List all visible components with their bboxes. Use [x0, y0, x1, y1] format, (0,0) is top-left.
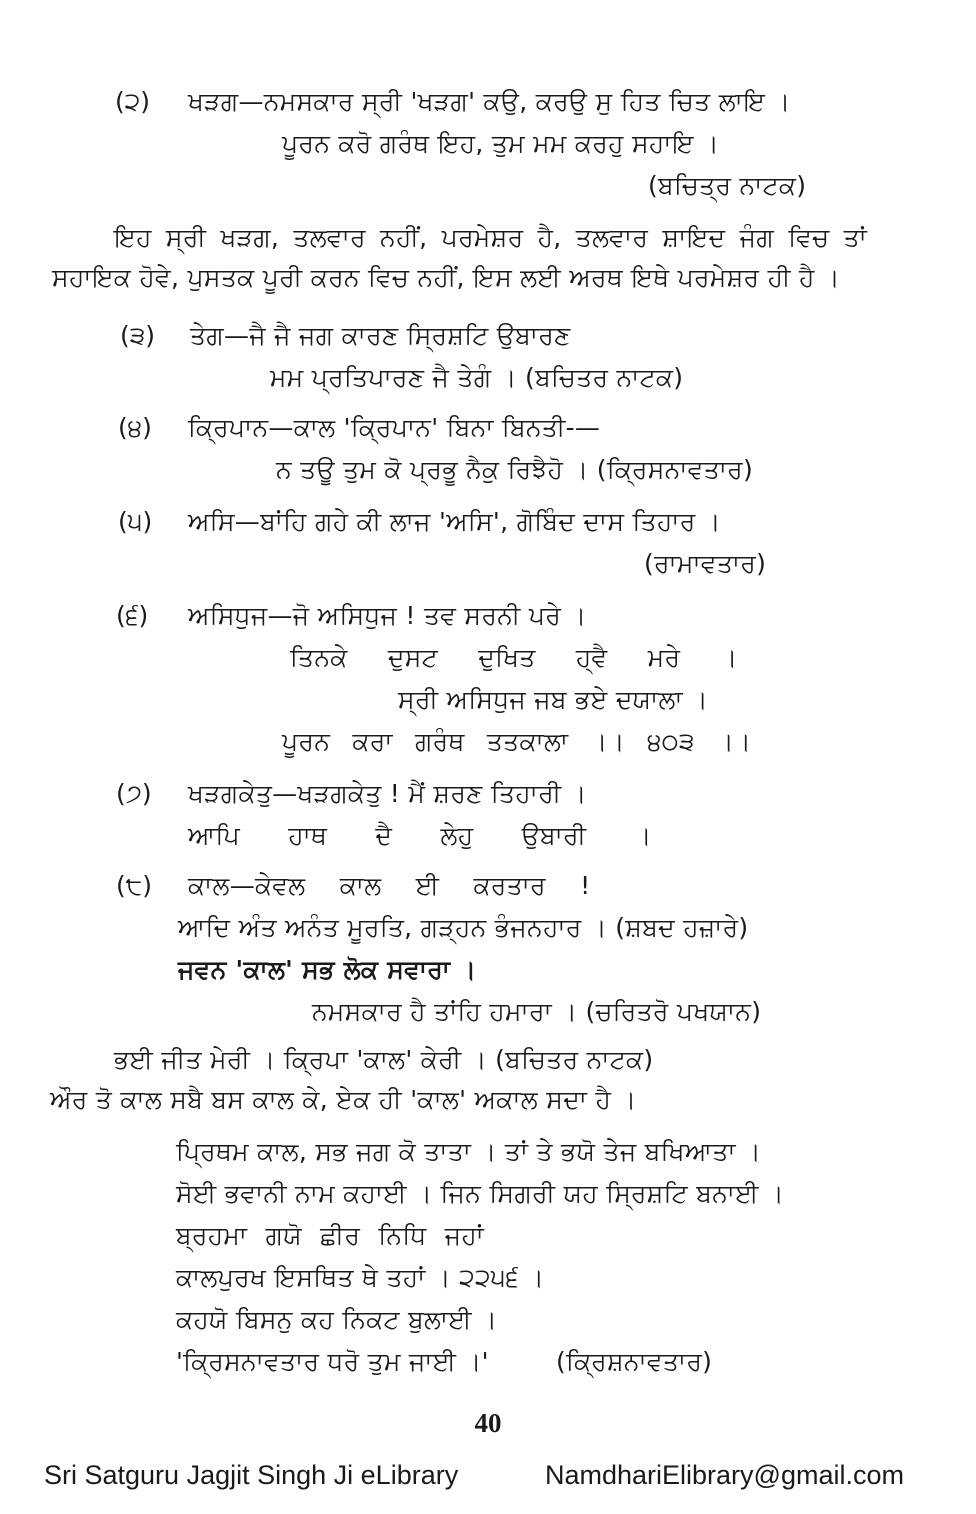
- section-6-line-1: ਅਸਿਧੁਜ—ਜੋ ਅਸਿਧੁਜ ! ਤਵ ਸਰਨੀ ਪਰੇ ।: [188, 601, 587, 630]
- section-8-line-4: ਨਮਸਕਾਰ ਹੈ ਤਾਂਹਿ ਹਮਾਰਾ । (ਚਰਿਤਰੋ ਪਖਯਾਨ): [312, 997, 762, 1026]
- paragraph-2-line-1: ਭਈ ਜੀਤ ਮੇਰੀ । ਕ੍ਰਿਪਾ 'ਕਾਲ' ਕੇਰੀ । (ਬਚਿਤਰ ਨਾਟਕ): [114, 1045, 654, 1074]
- section-4-line-1: ਕ੍ਰਿਪਾਨ—ਕਾਲ 'ਕ੍ਰਿਪਾਨ' ਬਿਨਾ ਬਿਨਤੀ-—: [188, 413, 601, 442]
- verse-line-4: ਕਾਲਪੁਰਖ ਇਸਥਿਤ ਥੇ ਤਹਾਂ । ੨੨੫੬ ।: [176, 1263, 545, 1292]
- section-4-number: (੪): [118, 413, 152, 442]
- section-3-number: (੩): [120, 321, 156, 350]
- section-3-line-1: ਤੇਗ—ਜੈ ਜੈ ਜਗ ਕਾਰਣ ਸ੍ਰਿਸ਼ਟਿ ਉਬਾਰਣ: [190, 321, 571, 350]
- section-6-line-2: ਤਿਨਕੇ ਦੁਸਟ ਦੁਖਿਤ ਹ੍ਵੈ ਮਰੇ ।: [290, 643, 738, 672]
- section-2-line-2: ਪੂਰਨ ਕਰੋ ਗਰੰਥ ਇਹ, ਤੁਮ ਮਮ ਕਰਹੁ ਸਹਾਇ ।: [282, 129, 720, 158]
- section-5-source: (ਰਾਮਾਵਤਾਰ): [644, 549, 767, 578]
- section-7-number: (੭): [116, 779, 152, 808]
- section-6-line-3: ਸ੍ਰੀ ਅਸਿਧੁਜ ਜਬ ਭਏ ਦਯਾਲਾ ।: [398, 685, 709, 714]
- section-2-number: (੨): [115, 87, 151, 116]
- section-5-number: (੫): [118, 507, 153, 536]
- section-2-source: (ਬਚਿਤ੍ਰ ਨਾਟਕ): [648, 171, 807, 200]
- footer-library-name: Sri Satguru Jagjit Singh Ji eLibrary: [44, 1460, 459, 1490]
- section-8-line-1: ਕਾਲ—ਕੇਵਲ ਕਾਲ ਈ ਕਰਤਾਰ !: [188, 871, 591, 900]
- section-7-line-2: ਆਪਿ ਹਾਥ ਦੈ ਲੇਹੁ ਉਬਾਰੀ ।: [188, 821, 652, 850]
- section-2-line-1: ਖੜਗ—ਨਮਸਕਾਰ ਸ੍ਰੀ 'ਖੜਗ' ਕਉ, ਕਰਉ ਸੁ ਹਿਤ ਚਿਤ ਲਾਇ ।: [188, 87, 791, 116]
- paragraph-1-line-2: ਸਹਾਇਕ ਹੋਵੇ, ਪੁਸਤਕ ਪੂਰੀ ਕਰਨ ਵਿਚ ਨਹੀਂ, ਇਸ ਲਈ ਅਰਥ ਇਥੇ ਪਰਮੇਸ਼ਰ ਹੀ ਹੈ ।: [52, 263, 841, 292]
- paragraph-2-line-2: ਔਰ ਤੋ ਕਾਲ ਸਬੈ ਬਸ ਕਾਲ ਕੇ, ਏਕ ਹੀ 'ਕਾਲ' ਅਕਾਲ ਸਦਾ ਹੈ ।: [50, 1085, 637, 1114]
- verse-line-3: ਬ੍ਰਹਮਾ ਗਯੋ ਛੀਰ ਨਿਧਿ ਜਹਾਂ: [176, 1221, 485, 1250]
- section-8-number: (੮): [116, 871, 153, 900]
- verse-source: (ਕ੍ਰਿਸ਼ਨਾਵਤਾਰ): [556, 1347, 713, 1376]
- section-3-line-2: ਮਮ ਪ੍ਰਤਿਪਾਰਣ ਜੈ ਤੇਗੰ । (ਬਚਿਤਰ ਨਾਟਕ): [270, 363, 684, 392]
- verse-line-6: 'ਕ੍ਰਿਸਨਾਵਤਾਰ ਧਰੋ ਤੁਮ ਜਾਈ ।': [176, 1347, 489, 1376]
- page-number: 40: [474, 1408, 502, 1438]
- section-4-line-2: ਨ ਤਊ ਤੁਮ ਕੋ ਪ੍ਰਭੂ ਨੈਕੁ ਰਿਝੈਹੋ । (ਕ੍ਰਿਸਨਾਵਤਾਰ): [276, 455, 754, 484]
- section-8-line-2: ਆਦਿ ਅੰਤ ਅਨੰਤ ਮੂਰਤਿ, ਗੜ੍ਹਨ ਭੰਜਨਹਾਰ । (ਸ਼ਬਦ ਹਜ਼ਾਰੇ): [178, 913, 749, 942]
- section-7-line-1: ਖੜਗਕੇਤੁ—ਖੜਗਕੇਤੁ ! ਮੈਂ ਸ਼ਰਣ ਤਿਹਾਰੀ ।: [188, 779, 587, 808]
- verse-line-1: ਪ੍ਰਿਥਮ ਕਾਲ, ਸਭ ਜਗ ਕੋ ਤਾਤਾ । ਤਾਂ ਤੇ ਭਯੋ ਤੇਜ ਬਖਿਆਤਾ ।: [176, 1137, 762, 1166]
- section-8-line-3: ਜਵਨ 'ਕਾਲ' ਸਭ ਲੋਕ ਸਵਾਰਾ ।: [178, 955, 477, 984]
- paragraph-1-line-1: ਇਹ ਸ੍ਰੀ ਖੜਗ, ਤਲਵਾਰ ਨਹੀਂ, ਪਰਮੇਸ਼ਰ ਹੈ, ਤਲਵਾਰ ਸ਼ਾਇਦ ਜੰਗ ਵਿਚ ਤਾਂ: [114, 223, 867, 252]
- section-5-line-1: ਅਸਿ—ਬਾਂਹਿ ਗਹੇ ਕੀ ਲਾਜ 'ਅਸਿ', ਗੋਬਿੰਦ ਦਾਸ ਤਿਹਾਰ ।: [188, 507, 721, 536]
- verse-line-2: ਸੋਈ ਭਵਾਨੀ ਨਾਮ ਕਹਾਈ । ਜਿਨ ਸਿਗਰੀ ਯਹ ਸ੍ਰਿਸ਼ਟਿ ਬਨਾਈ ।: [176, 1179, 785, 1208]
- verse-line-5: ਕਹਯੋ ਬਿਸਨੁ ਕਹ ਨਿਕਟ ਬੁਲਾਈ ।: [176, 1305, 498, 1334]
- footer-email[interactable]: NamdhariElibrary@gmail.com: [544, 1460, 904, 1490]
- section-6-number: (੬): [116, 601, 149, 630]
- section-6-line-4: ਪੂਰਨ ਕਰਾ ਗਰੰਥ ਤਤਕਾਲਾ ।। ੪੦੩ ।।: [282, 727, 752, 756]
